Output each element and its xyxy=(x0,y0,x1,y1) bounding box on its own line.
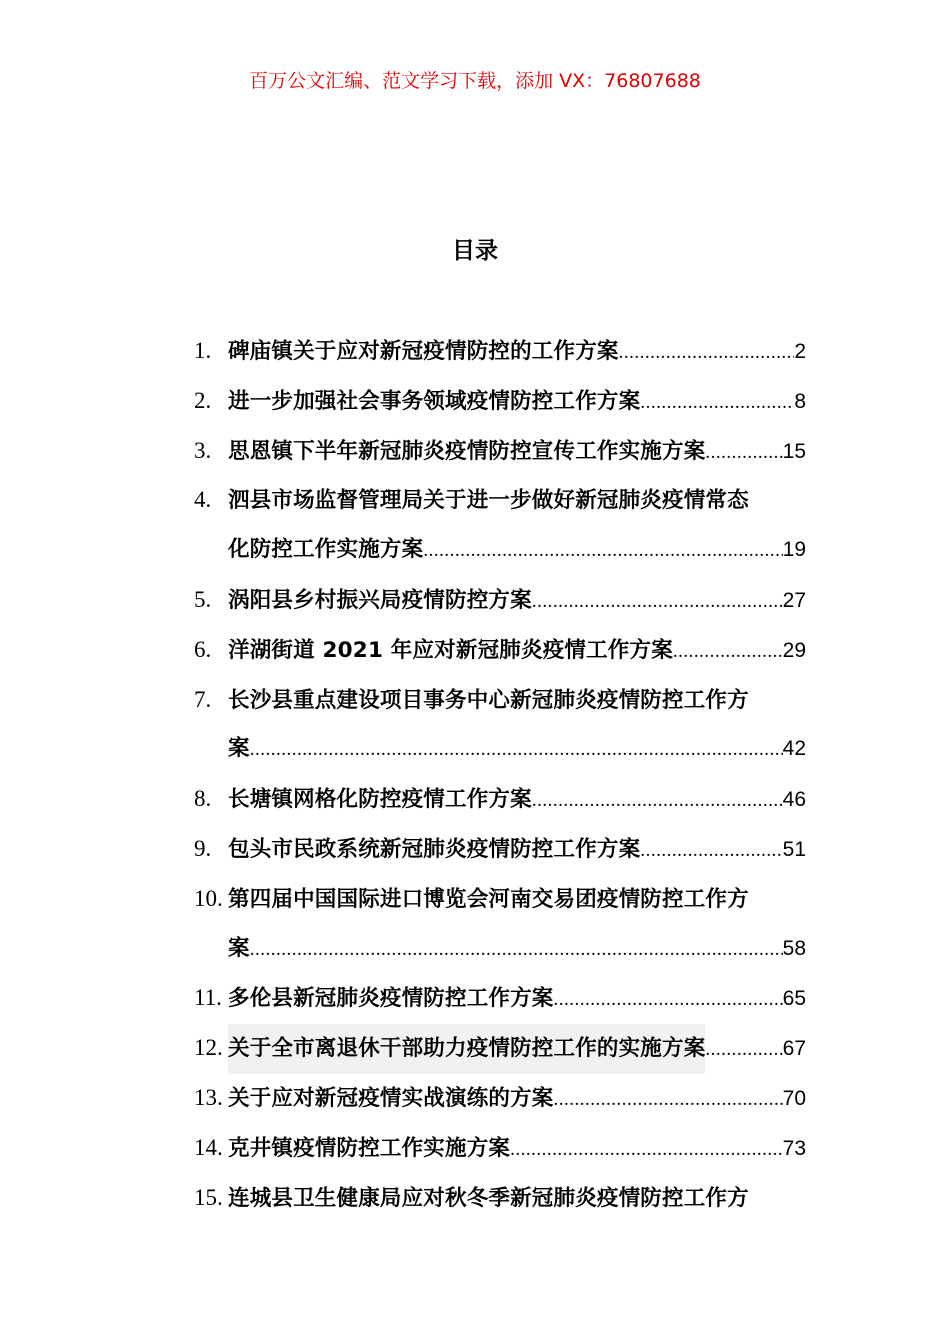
toc-entry[interactable] xyxy=(194,1123,806,1173)
toc-entry-number: 12. xyxy=(194,1035,223,1061)
dot-leader xyxy=(532,776,783,826)
toc-entry[interactable] xyxy=(194,824,806,874)
toc-entry[interactable] xyxy=(194,475,806,525)
dot-leader xyxy=(250,725,783,775)
toc-entry-title: 长塘镇网格化防控疫情工作方案 xyxy=(228,787,532,813)
toc-entry-title: 长沙县重点建设项目事务中心新冠肺炎疫情防控工作方 xyxy=(228,687,749,713)
toc-entry-page: 73 xyxy=(782,1136,806,1160)
toc-entry-number: 8. xyxy=(194,786,212,812)
toc-entry-number: 6. xyxy=(194,636,212,662)
toc-entry-title: 案 xyxy=(228,736,250,762)
dot-leader xyxy=(705,1025,782,1075)
toc-entry-number: 11. xyxy=(194,985,222,1011)
toc-entry-number: 7. xyxy=(194,686,212,712)
dot-leader xyxy=(554,975,783,1025)
toc-entry-page: 29 xyxy=(782,638,806,662)
toc-entry-title: 连城县卫生健康局应对秋冬季新冠肺炎疫情防控工作方 xyxy=(228,1185,749,1211)
toc-entry-title: 思恩镇下半年新冠肺炎疫情防控宣传工作实施方案 xyxy=(228,438,706,464)
toc-entry-title: 关于应对新冠疫情实战演练的方案 xyxy=(228,1085,554,1111)
toc-entry-number: 15. xyxy=(194,1184,223,1210)
dot-leader xyxy=(510,1125,783,1175)
toc-entry-title: 案 xyxy=(228,935,250,961)
dot-leader xyxy=(619,328,795,378)
toc-entry-number: 10. xyxy=(194,885,223,911)
dot-leader xyxy=(532,577,783,627)
dot-leader xyxy=(250,925,783,975)
toc-entry-title: 第四届中国国际进口博览会河南交易团疫情防控工作方 xyxy=(228,886,749,912)
toc-entry-title: 化防控工作实施方案 xyxy=(228,537,424,563)
toc-entry[interactable] xyxy=(194,675,806,725)
toc-entry-page: 2 xyxy=(794,340,806,363)
toc-entry[interactable] xyxy=(194,575,806,625)
toc-entry-page: 67 xyxy=(782,1037,806,1061)
toc-entry-number: 1. xyxy=(194,338,212,363)
toc-entry-title: 关于全市离退休干部助力疫情防控工作的实施方案 xyxy=(228,1024,705,1074)
toc-entry[interactable] xyxy=(194,326,806,376)
toc-entry-page: 58 xyxy=(782,936,806,960)
toc-entry-number: 13. xyxy=(194,1084,223,1110)
toc-entry-title: 克井镇疫情防控工作实施方案 xyxy=(228,1135,511,1161)
toc-entry[interactable] xyxy=(194,426,806,476)
toc-entry[interactable] xyxy=(194,376,806,426)
toc-entry-number: 9. xyxy=(194,835,212,861)
toc-entry-page: 42 xyxy=(782,737,806,761)
toc-entry-title: 包头市民政系统新冠肺炎疫情防控工作方案 xyxy=(228,836,641,862)
toc-entry-title: 进一步加强社会事务领域疫情防控工作方案 xyxy=(228,388,641,414)
toc-entry-page: 27 xyxy=(782,588,806,612)
dot-leader xyxy=(423,526,782,576)
toc-entry[interactable] xyxy=(194,625,806,675)
toc-entry-title: 洋湖街道 2021 年应对新冠肺炎疫情工作方案 xyxy=(228,637,673,663)
toc-entry[interactable] xyxy=(194,973,806,1023)
toc-entry-page: 65 xyxy=(782,987,806,1011)
toc-entry-title: 泗县市场监督管理局关于进一步做好新冠肺炎疫情常态 xyxy=(228,488,749,514)
toc-entry-title: 多伦县新冠肺炎疫情防控工作方案 xyxy=(228,986,554,1012)
dot-leader xyxy=(673,627,783,677)
toc-entry-number: 14. xyxy=(194,1134,223,1160)
toc-entry-continuation[interactable] xyxy=(194,924,806,974)
toc-entry-continuation[interactable] xyxy=(194,724,806,774)
toc-title: 目录 xyxy=(452,238,498,264)
toc-entry[interactable] xyxy=(194,1023,806,1073)
toc-entry-number: 5. xyxy=(194,586,212,612)
toc-entry-title: 碑庙镇关于应对新冠疫情防控的工作方案 xyxy=(228,339,619,364)
toc-entry-page: 19 xyxy=(782,538,806,562)
toc-entry-number: 3. xyxy=(194,437,212,463)
dot-leader xyxy=(705,428,782,478)
toc-entry-page: 8 xyxy=(794,389,806,413)
toc-entry[interactable] xyxy=(194,774,806,824)
toc-entry-title: 涡阳县乡村振兴局疫情防控方案 xyxy=(228,587,532,613)
toc-entry-number: 2. xyxy=(194,387,212,413)
dot-leader xyxy=(640,378,794,428)
dot-leader xyxy=(554,1075,783,1125)
table-of-contents xyxy=(194,326,806,1222)
toc-entry-page: 51 xyxy=(782,837,806,861)
toc-entry-number: 4. xyxy=(194,487,212,513)
toc-entry-continuation[interactable] xyxy=(194,525,806,575)
toc-entry-page: 46 xyxy=(782,788,806,812)
dot-leader xyxy=(640,826,782,876)
header-banner: 百万公文汇编、范文学习下载，添加 VX：76807688 xyxy=(249,70,701,92)
toc-entry[interactable] xyxy=(194,1173,806,1223)
toc-entry[interactable] xyxy=(194,1073,806,1123)
toc-entry-page: 15 xyxy=(782,439,806,463)
toc-entry[interactable] xyxy=(194,874,806,924)
toc-entry-page: 70 xyxy=(782,1086,806,1110)
